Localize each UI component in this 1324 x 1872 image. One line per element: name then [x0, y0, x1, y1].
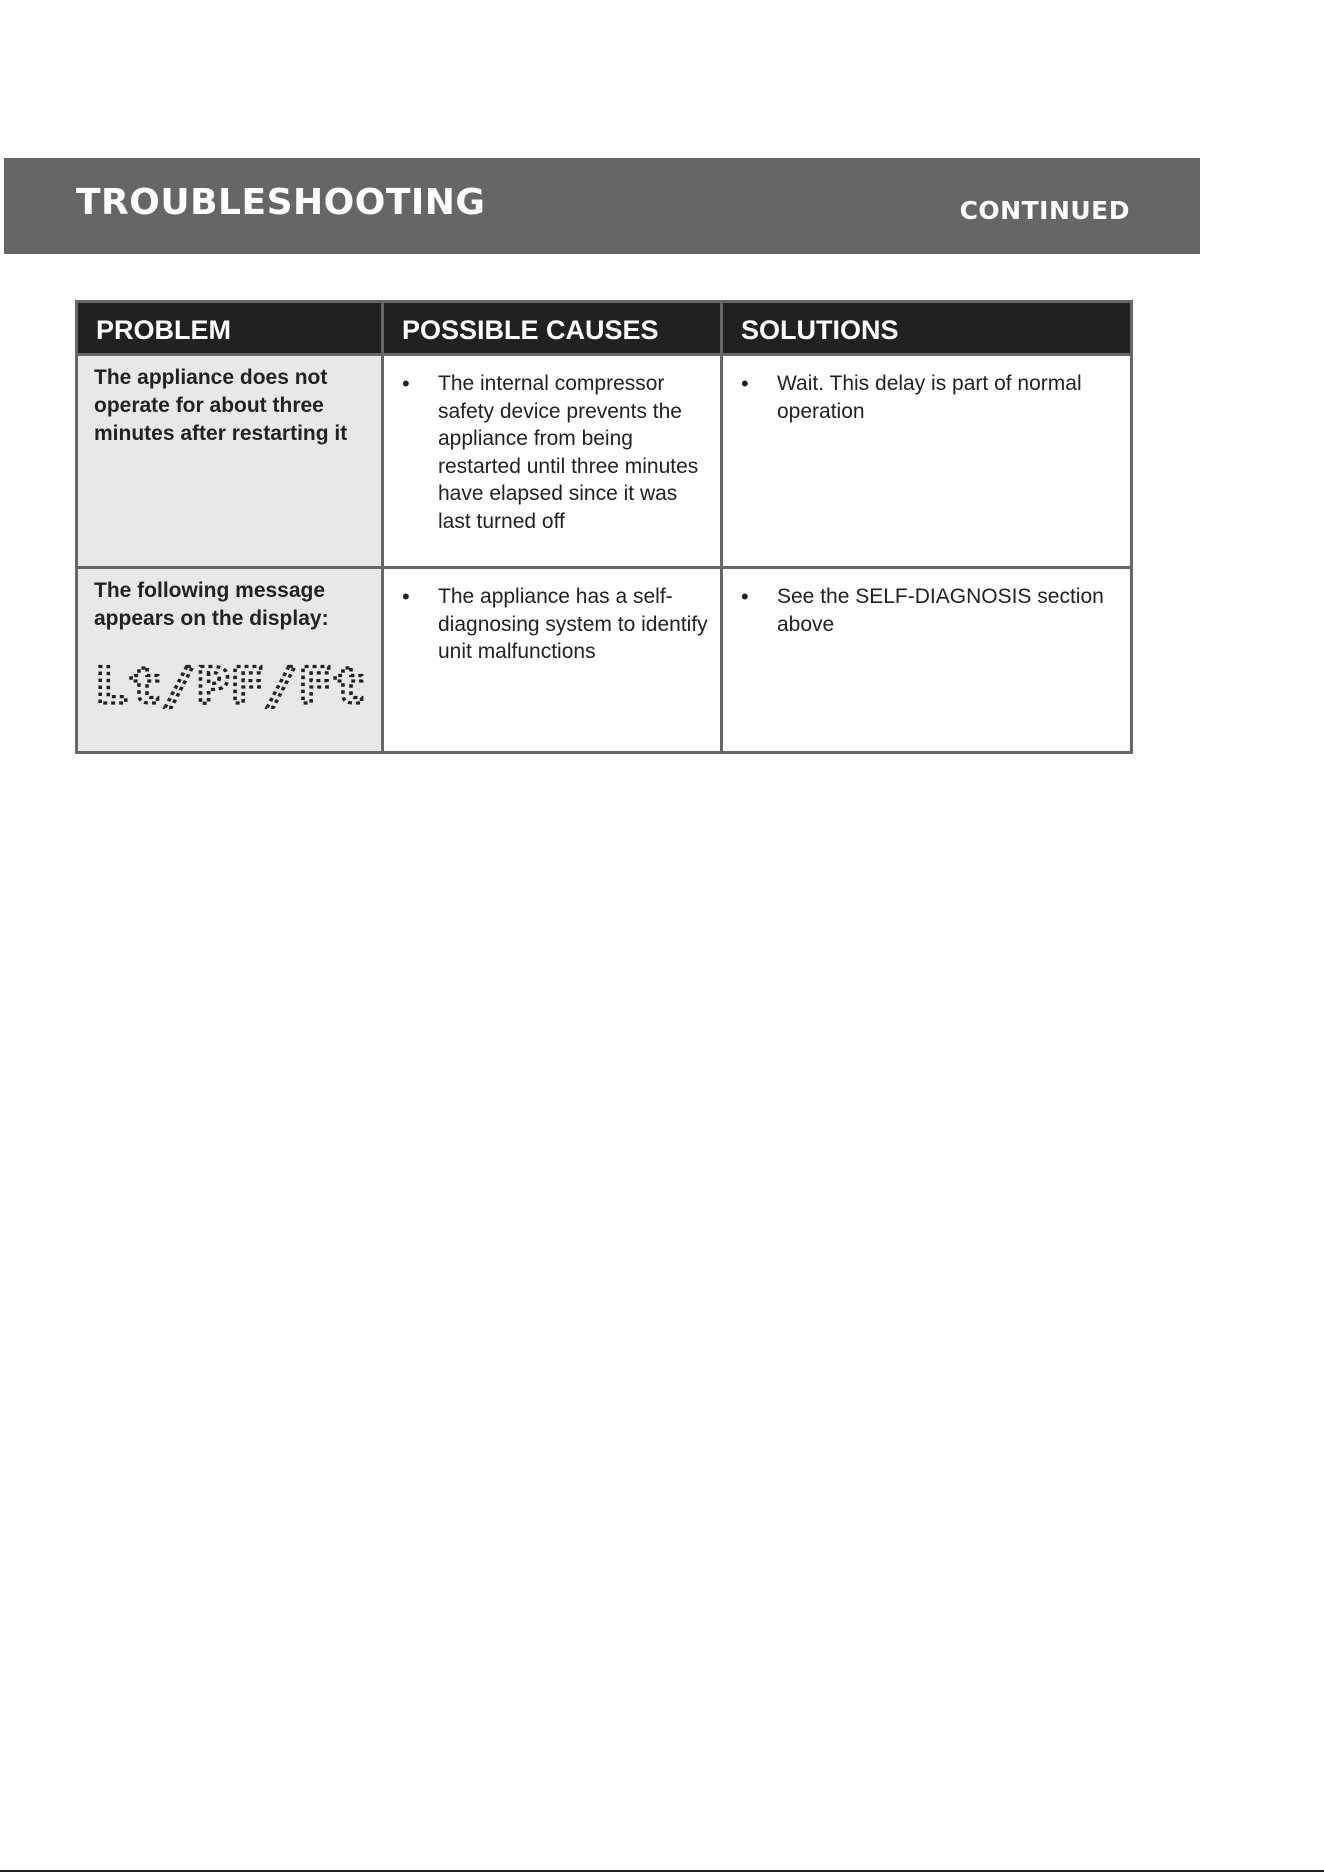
cause-cell [383, 355, 722, 568]
bullet-icon: • [402, 584, 410, 609]
table-header-row [77, 302, 1132, 355]
bullet-icon: • [741, 584, 749, 609]
cause-cell [383, 568, 722, 753]
table-row [77, 568, 1132, 753]
table-row [77, 355, 1132, 568]
solution-cell [722, 568, 1132, 753]
problem-cell: The appliance does not operate for about three minutes after restarting it [77, 355, 383, 568]
continued-label: CONTINUED [959, 196, 1130, 225]
solution-cell [722, 355, 1132, 568]
column-header-problem: PROBLEM [77, 302, 383, 355]
cause-text: The appliance has a self-diagnosing system to identify unit malfunctions [438, 585, 708, 663]
bullet-icon: • [741, 371, 749, 396]
bullet-icon: • [402, 371, 410, 396]
solution-text: See the SELF-DIAGNOSIS section above [777, 585, 1104, 636]
cause-bullet-item [402, 370, 710, 535]
dot-matrix-display-code [94, 661, 366, 709]
solution-bullet-item [741, 583, 1120, 638]
problem-text: The following message appears on the display: [94, 579, 329, 630]
cause-text: The internal compressor safety device prevents the appliance from being restarted until three minutes have elapsed since it was last turned off [438, 372, 699, 533]
column-header-causes: POSSIBLE CAUSES [383, 302, 722, 355]
problem-cell [77, 568, 383, 753]
section-title: TROUBLESHOOTING [76, 182, 486, 223]
cause-bullet-item [402, 583, 710, 666]
display-code-text: Lt/PF/Ft [94, 661, 366, 709]
troubleshooting-table [75, 300, 1133, 754]
solution-bullet-item [741, 370, 1120, 425]
section-banner [4, 158, 1200, 254]
solution-text: Wait. This delay is part of normal operation [777, 372, 1082, 423]
column-header-solutions: SOLUTIONS [722, 302, 1132, 355]
